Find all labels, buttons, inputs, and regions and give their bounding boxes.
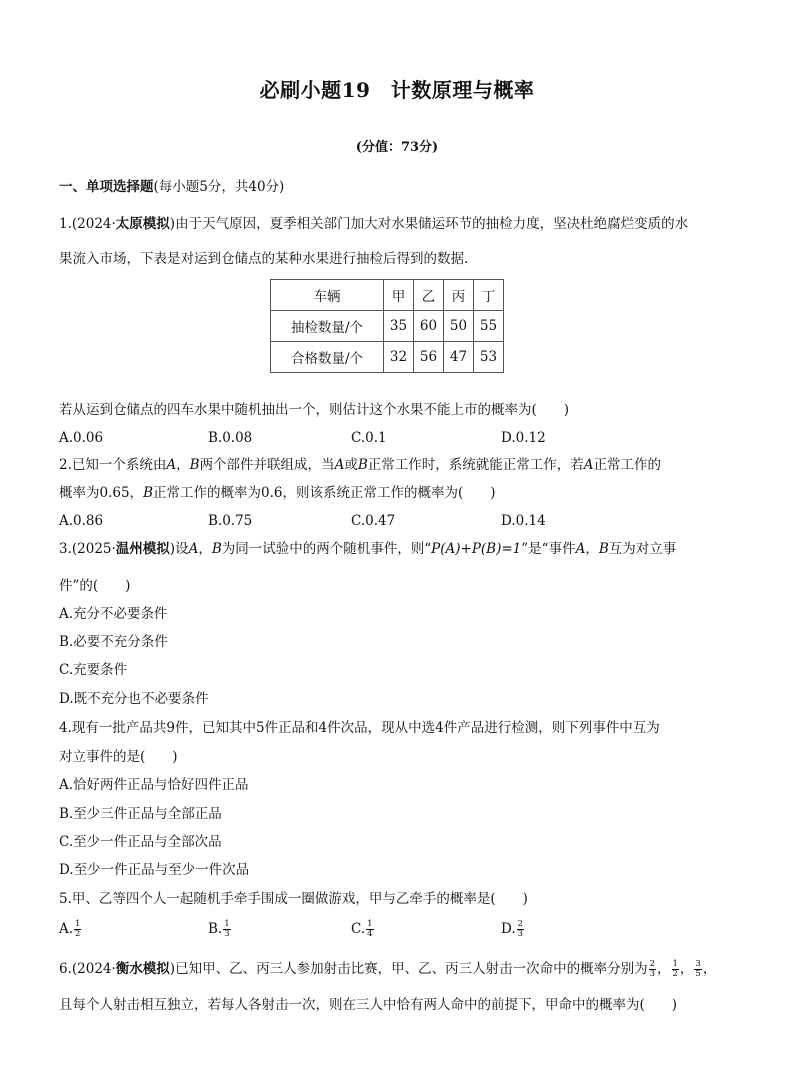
q1-number: 1.(2024·: [59, 216, 116, 232]
fraction: [694, 960, 701, 979]
q2-option-a: A.0.86: [59, 513, 104, 529]
q6-text: )已知甲、乙、丙三人参加射击比赛，甲、乙、丙三人射击一次命中的概率分别为: [169, 961, 648, 977]
fraction-numerator: 1: [224, 919, 230, 929]
table-cell: 抽检数量/个: [271, 311, 384, 342]
table-header-cell: 丁: [474, 280, 504, 311]
q4-option-d: D.至少一件正品与至少一件次品: [59, 862, 250, 878]
fraction: [649, 960, 656, 979]
q6-separator: ，: [657, 961, 671, 977]
table-header-cell: 甲: [384, 280, 414, 311]
q3-option-a: A.充分不必要条件: [59, 606, 168, 622]
fraction: [672, 960, 679, 979]
fraction-denominator: 2: [672, 969, 678, 979]
q3-text: )设: [169, 541, 189, 557]
q3-option-b: B.必要不充分条件: [59, 634, 168, 650]
table-header-cell: 车辆: [271, 280, 384, 311]
option-label: A.: [59, 921, 74, 937]
q5-option-a: [59, 920, 82, 939]
q1-line1: [59, 215, 688, 233]
q6-separator: ，: [679, 961, 694, 977]
fraction-numerator: 1: [672, 959, 678, 969]
q1-option-a: A.0.06: [59, 430, 104, 446]
table-cell: 55: [474, 311, 504, 342]
fraction-numerator: 1: [75, 919, 81, 929]
q1-line2: 果流入市场，下表是对运到仓储点的某种水果进行抽检后得到的数据.: [59, 251, 469, 267]
q2-text: 2.已知一个系统由: [59, 457, 167, 473]
page-title: 必刷小题19 计数原理与概率: [259, 78, 535, 102]
q1-text-1: )由于天气原因，夏季相关部门加大对水果储运环节的抽检力度，坚决杜绝腐烂变质的水: [169, 216, 689, 232]
q1-option-b: B.0.08: [208, 430, 253, 446]
q5-option-d: [501, 920, 525, 939]
q3-var-b: B: [211, 541, 222, 557]
table-header-cell: 丙: [444, 280, 474, 311]
option-label: C.: [351, 921, 366, 937]
fraction-numerator: 2: [517, 919, 524, 929]
q2-text: 正常工作时，系统就能正常工作，若: [367, 457, 584, 473]
q3-text: 互为对立事: [608, 541, 677, 557]
q2-text: 或: [344, 457, 358, 473]
q3-text: ，: [585, 541, 599, 557]
table-cell: 56: [414, 342, 444, 373]
q1-line3: 若从运到仓储点的四车水果中随机抽出一个，则估计这个水果不能上市的概率为( ): [59, 402, 570, 418]
fraction: [517, 920, 524, 939]
q3-option-c: C.充要条件: [59, 662, 128, 678]
q1-data-table: [270, 279, 504, 373]
q2-text: 两个部件并联组成，当: [199, 457, 335, 473]
table-cell: 合格数量/个: [271, 342, 384, 373]
fraction-denominator: 3: [224, 929, 230, 939]
q6-source: 衡水模拟: [115, 961, 170, 977]
q2-var-b: B: [143, 485, 153, 501]
q5-line1: 5.甲、乙等四个人一起随机手牵手围成一圈做游戏，甲与乙牵手的概率是( ): [59, 891, 528, 907]
fraction-denominator: 3: [649, 969, 655, 979]
option-label: D.: [501, 921, 516, 937]
option-label: B.: [208, 921, 223, 937]
table-header-row: [271, 280, 504, 311]
table-header-cell: 乙: [414, 280, 444, 311]
q4-line1: 4.现有一批产品共9件，已知其中5件正品和4件次品，现从中选4件产品进行检测，则下列事件中互为: [59, 720, 660, 736]
fraction-denominator: 4: [367, 929, 373, 939]
fraction: [223, 920, 230, 939]
q2-option-d: D.0.14: [501, 513, 546, 529]
q3-var-a: A: [188, 541, 199, 557]
table-cell: 32: [384, 342, 414, 373]
q2-var-b: B: [357, 457, 368, 473]
q3-option-d: D.既不充分也不必要条件: [59, 691, 209, 707]
table-row: [271, 311, 504, 342]
fraction-numerator: 2: [649, 959, 655, 969]
q3-var-a: A: [575, 541, 586, 557]
q1-option-d: D.0.12: [501, 430, 546, 446]
q2-text: ，: [176, 457, 190, 473]
score-note: (分值：73分): [355, 140, 439, 155]
section-heading-label: 一、单项选择题: [59, 179, 154, 195]
table-cell: 47: [444, 342, 474, 373]
q2-option-c: C.0.47: [351, 513, 396, 529]
q2-var-a: A: [583, 457, 594, 473]
fraction-denominator: 2: [75, 929, 81, 939]
q2-line1: [59, 456, 661, 474]
q2-var-b: B: [189, 457, 200, 473]
q3-number: 3.(2025·: [59, 541, 116, 557]
q1-source: 太原模拟: [115, 216, 170, 232]
q3-text: 为同一试验中的两个随机事件，则“: [221, 541, 432, 557]
q2-line2: [59, 484, 496, 502]
q2-text: 概率为0.65，: [59, 485, 144, 501]
fraction: [366, 920, 373, 939]
table-cell: 50: [444, 311, 474, 342]
q3-line2: 件”的( ): [59, 578, 131, 594]
table-row: [271, 342, 504, 373]
fraction-numerator: 1: [367, 919, 373, 929]
q4-option-b: B.至少三件正品与全部正品: [59, 806, 222, 822]
q5-option-b: [208, 920, 232, 939]
fraction: [74, 920, 81, 939]
q2-var-a: A: [166, 457, 177, 473]
table-cell: 53: [474, 342, 504, 373]
q2-text: 正常工作的: [593, 457, 661, 473]
section-heading-note: (每小题5分，共40分): [153, 179, 285, 195]
section-heading: [59, 178, 284, 196]
q4-line2: 对立事件的是( ): [59, 749, 178, 765]
fraction-denominator: 5: [695, 969, 701, 979]
q5-option-c: [351, 920, 375, 939]
q2-var-a: A: [334, 457, 345, 473]
q3-formula: P(A)+P(B)=1: [431, 541, 522, 557]
q3-var-b: B: [598, 541, 609, 557]
fraction-denominator: 3: [517, 929, 524, 939]
q4-option-c: C.至少一件正品与全部次品: [59, 834, 222, 850]
q3-line1: [59, 540, 676, 558]
table-cell: 35: [384, 311, 414, 342]
q2-text: 正常工作的概率为0.6，则该系统正常工作的概率为( ): [152, 485, 496, 501]
q6-separator: ，: [702, 961, 717, 977]
q3-text: ，: [198, 541, 212, 557]
fraction-numerator: 3: [695, 959, 701, 969]
q6-line1: [59, 960, 716, 979]
table-cell: 60: [414, 311, 444, 342]
q6-number: 6.(2024·: [59, 961, 116, 977]
q4-option-a: A.恰好两件正品与恰好四件正品: [59, 777, 249, 793]
q3-text: ”是“事件: [521, 541, 576, 557]
q3-source: 温州模拟: [115, 541, 170, 557]
q6-line2: 且每个人射击相互独立，若每人各射击一次，则在三人中恰有两人命中的前提下，甲命中的概率为( ): [59, 997, 678, 1013]
q1-option-c: C.0.1: [351, 430, 387, 446]
q2-option-b: B.0.75: [208, 513, 253, 529]
